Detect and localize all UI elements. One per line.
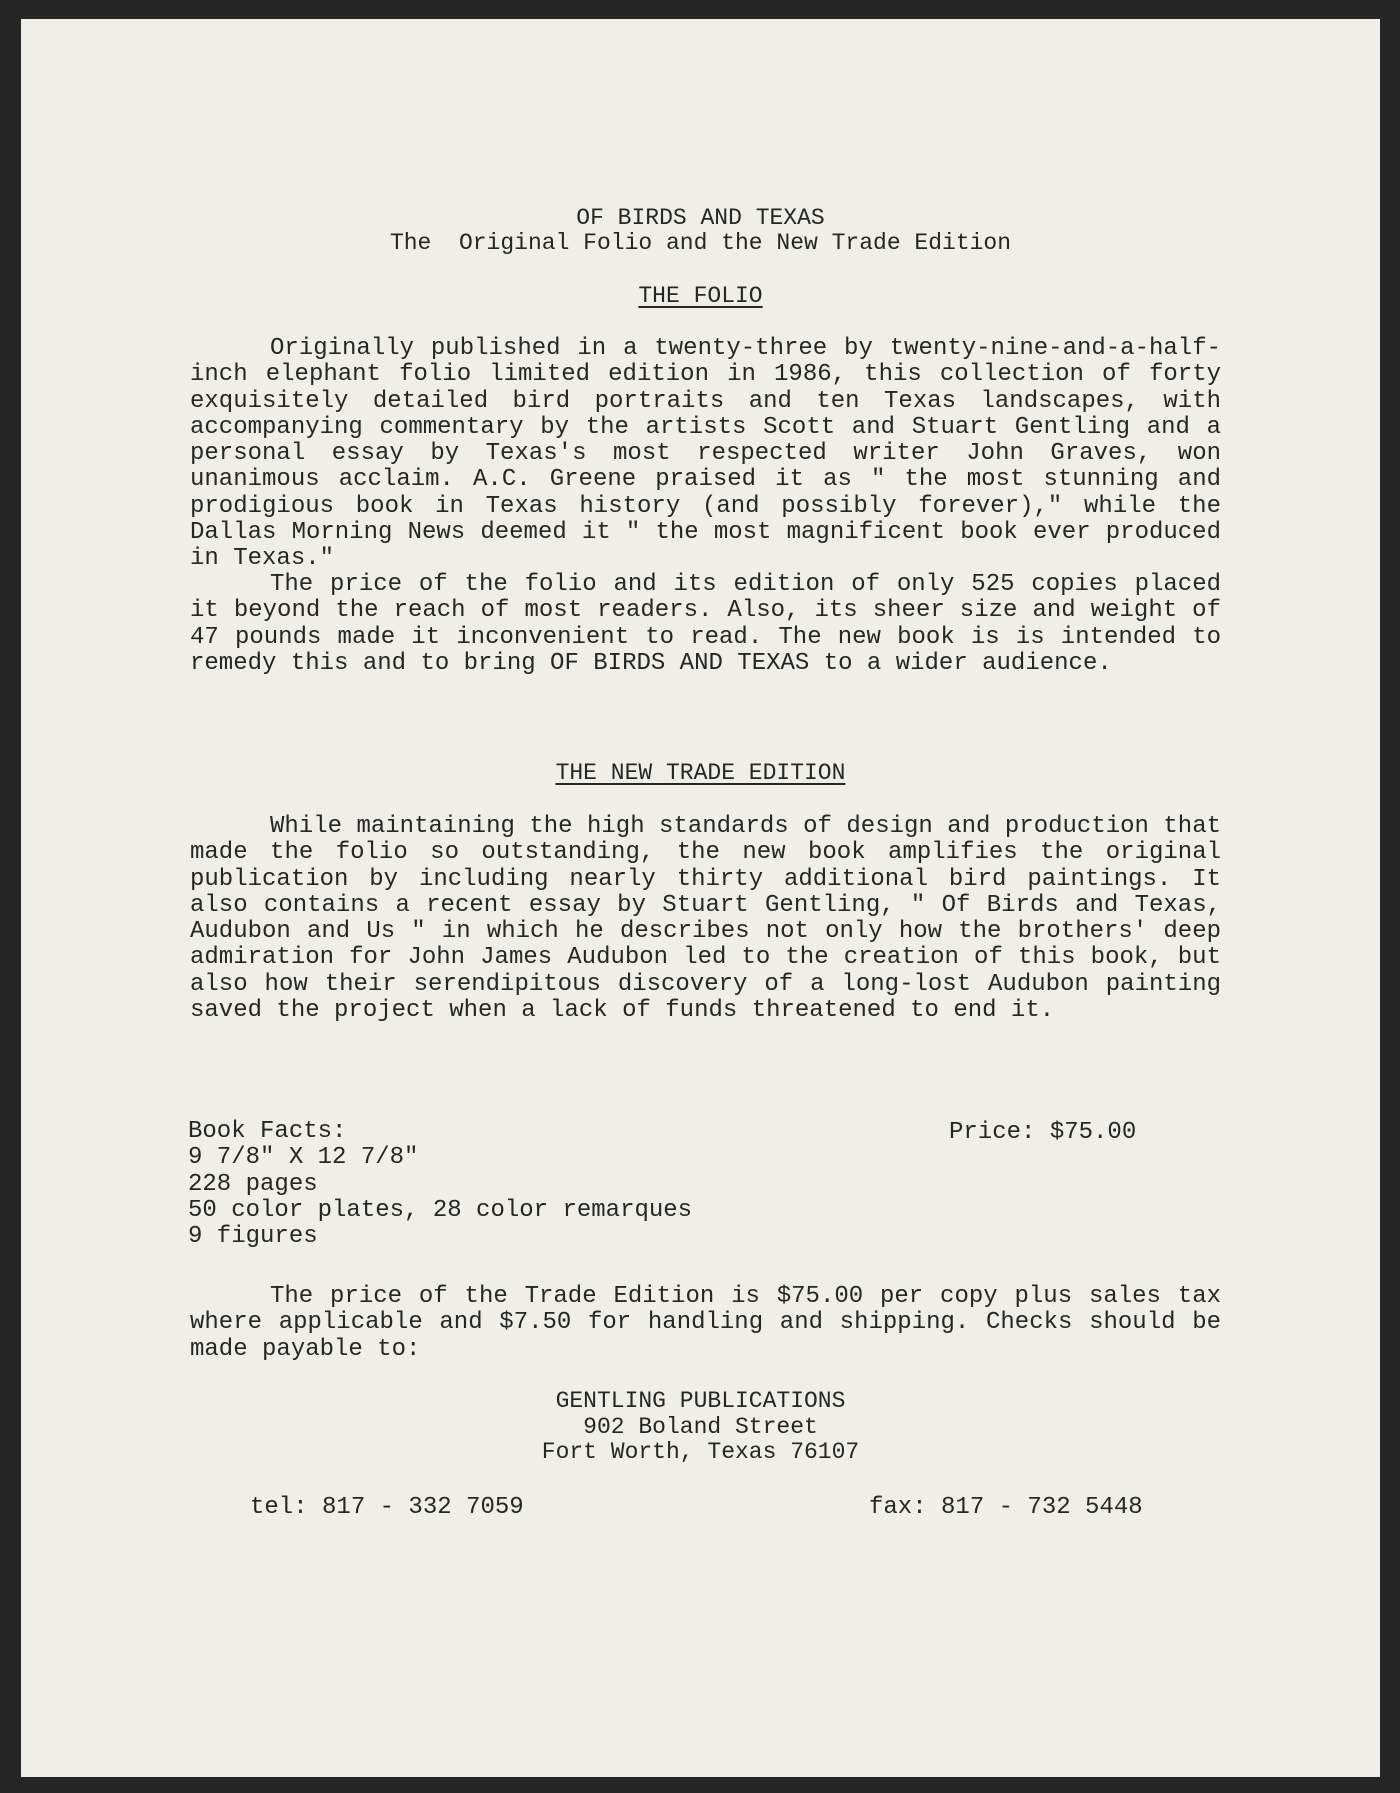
- publisher-address: [21, 1389, 1380, 1466]
- trade-edition-heading: THE NEW TRADE EDITION: [555, 760, 846, 786]
- document-title: OF BIRDS AND TEXAS: [576, 205, 825, 231]
- book-facts-figures: 9 figures: [188, 1223, 318, 1251]
- trade-edition-paragraph: While maintaining the high standards of design and production that made the folio so outstanding, the new book amplifies the original publication by including nearly thirty additional bird paintings. It also contains a recent essay by Stuart Gentling, " Of Birds and Texas, Audubon and Us " in which he describes not only how the brothers' deep admiration for John James Audubon led to the creation of this book, but also how their serendipitous discovery of a long-lost Audubon painting saved the project when a lack of funds threatened to end it.: [190, 813, 1221, 1025]
- document-page: [21, 19, 1380, 1777]
- book-facts-pages: 228 pages: [188, 1170, 318, 1198]
- book-facts: [188, 1119, 692, 1250]
- book-facts-plates: 50 color plates, 28 color remarques: [188, 1196, 693, 1224]
- publisher-street: 902 Boland Street: [583, 1413, 818, 1440]
- price-label: Price: $75.00: [949, 1119, 1137, 1146]
- publisher-name: GENTLING PUBLICATIONS: [555, 1388, 846, 1414]
- folio-paragraph-2: The price of the folio and its edition of only 525 copies placed it beyond the reach of most readers. Also, its sheer size and weight of 47 pounds made it inconvenient to read. The new book is is intended to remedy this and to bring OF BIRDS AND TEXAS to a wider audience.: [190, 571, 1221, 677]
- document-subtitle: The Original Folio and the New Trade Edition: [389, 230, 1012, 256]
- book-facts-size: 9 7/8" X 12 7/8": [188, 1144, 419, 1172]
- book-facts-label: Book Facts:: [188, 1118, 347, 1145]
- order-paragraph: The price of the Trade Edition is $75.00 per copy plus sales tax where applicable and $7.50 for handling and shipping. Checks should be made payable to:: [190, 1283, 1221, 1363]
- fax-number: fax: 817 - 732 5448: [869, 1494, 1143, 1521]
- publisher-city: Fort Worth, Texas 76107: [541, 1439, 860, 1465]
- folio-heading: THE FOLIO: [638, 283, 763, 309]
- folio-paragraph-1: Originally published in a twenty-three by twenty-nine-and-a-half-inch elephant folio limited edition in 1986, this collection of forty exquisitely detailed bird portraits and ten Texas landscapes, with accompanying commentary by the artists Scott and Stuart Gentling and a personal essay by Texas's most respected writer John Graves, won unanimous acclaim. A.C. Greene praised it as " the most stunning and prodigious book in Texas history (and possibly forever)," while the Dallas Morning News deemed it " the most magnificent book ever produced in Texas.": [190, 335, 1221, 573]
- telephone-number: tel: 817 - 332 7059: [250, 1494, 524, 1521]
